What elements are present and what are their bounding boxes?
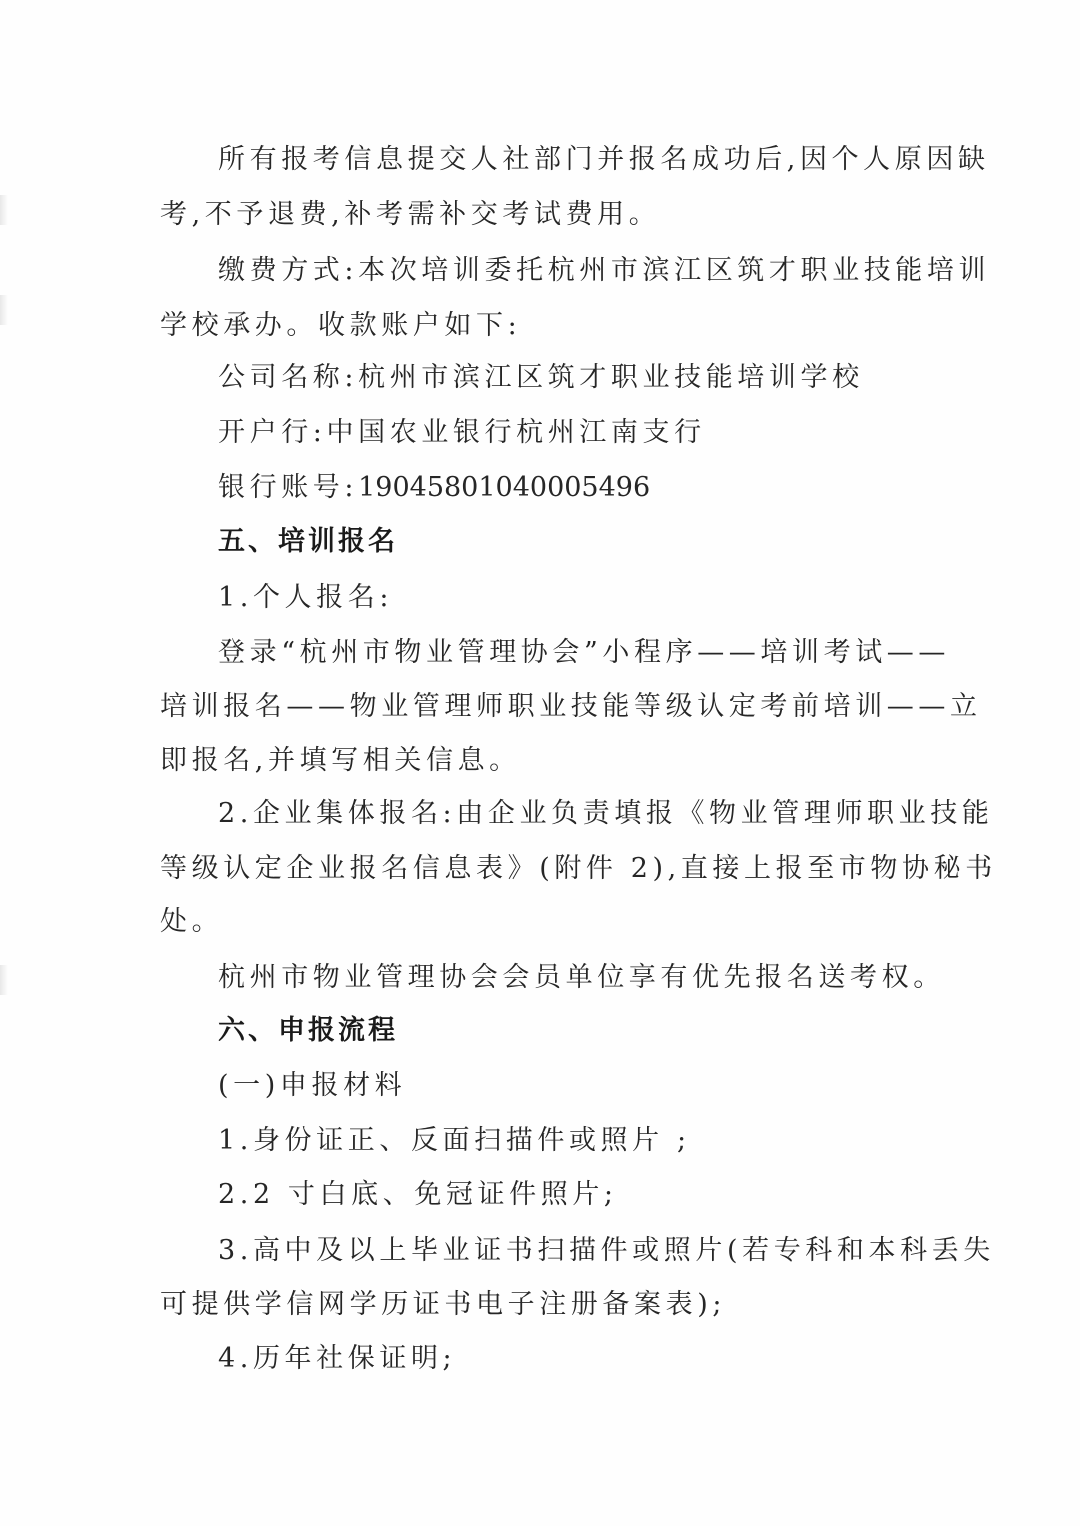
account-label: 银行账号: (218, 472, 359, 503)
paragraph-line: 即报名,并填写相关信息。 (160, 745, 521, 776)
paragraph-line: 考,不予退费,补考需补交考试费用。 (160, 199, 661, 230)
company-name-label: 公司名称: (218, 362, 359, 393)
bank-value: 中国农业银行杭州江南支行 (326, 417, 706, 448)
scan-edge-mark (0, 965, 8, 995)
material-item: 2.2 寸白底、免冠证件照片; (218, 1179, 618, 1210)
section-heading-5: 五、培训报名 (218, 526, 398, 557)
scan-edge-mark (0, 295, 8, 325)
paragraph-line: 缴费方式:本次培训委托杭州市滨江区筑才职业技能培训 (218, 255, 991, 286)
material-item-continuation: 可提供学信网学历证书电子注册备案表); (160, 1289, 727, 1320)
member-note: 杭州市物业管理协会会员单位享有优先报名送考权。 (218, 962, 945, 993)
paragraph-line: 学校承办。收款账户如下: (160, 310, 522, 341)
company-name-line (218, 361, 864, 395)
paragraph-line: 所有报考信息提交人社部门并报名成功后,因个人原因缺 (218, 144, 990, 175)
paragraph-line: 2.企业集体报名:由企业负责填报《物业管理师职业技能 (218, 798, 994, 829)
material-item: 1.身份证正、反面扫描件或照片 ; (218, 1125, 691, 1156)
subsection-heading: (一)申报材料 (218, 1070, 407, 1101)
paragraph-line: 处。 (160, 906, 224, 937)
company-name-value: 杭州市滨江区筑才职业技能培训学校 (358, 362, 864, 393)
bank-label: 开户行: (218, 417, 327, 448)
account-value: 19045801040005496 (358, 472, 651, 503)
paragraph-line: 等级认定企业报名信息表》(附件 2),直接上报至市物协秘书 (160, 853, 997, 884)
scan-edge-mark (0, 195, 8, 225)
material-item: 3.高中及以上毕业证书扫描件或照片(若专科和本科丢失 (218, 1235, 995, 1266)
account-line (218, 471, 650, 505)
section-heading-6: 六、申报流程 (218, 1015, 398, 1046)
list-item-title: 1.个人报名: (218, 582, 394, 613)
paragraph-line: 培训报名——物业管理师职业技能等级认定考前培训——立 (160, 691, 982, 722)
paragraph-line: 登录“杭州市物业管理协会”小程序——培训考试—— (218, 637, 951, 668)
material-item: 4.历年社保证明; (218, 1343, 457, 1374)
bank-line (218, 416, 706, 450)
